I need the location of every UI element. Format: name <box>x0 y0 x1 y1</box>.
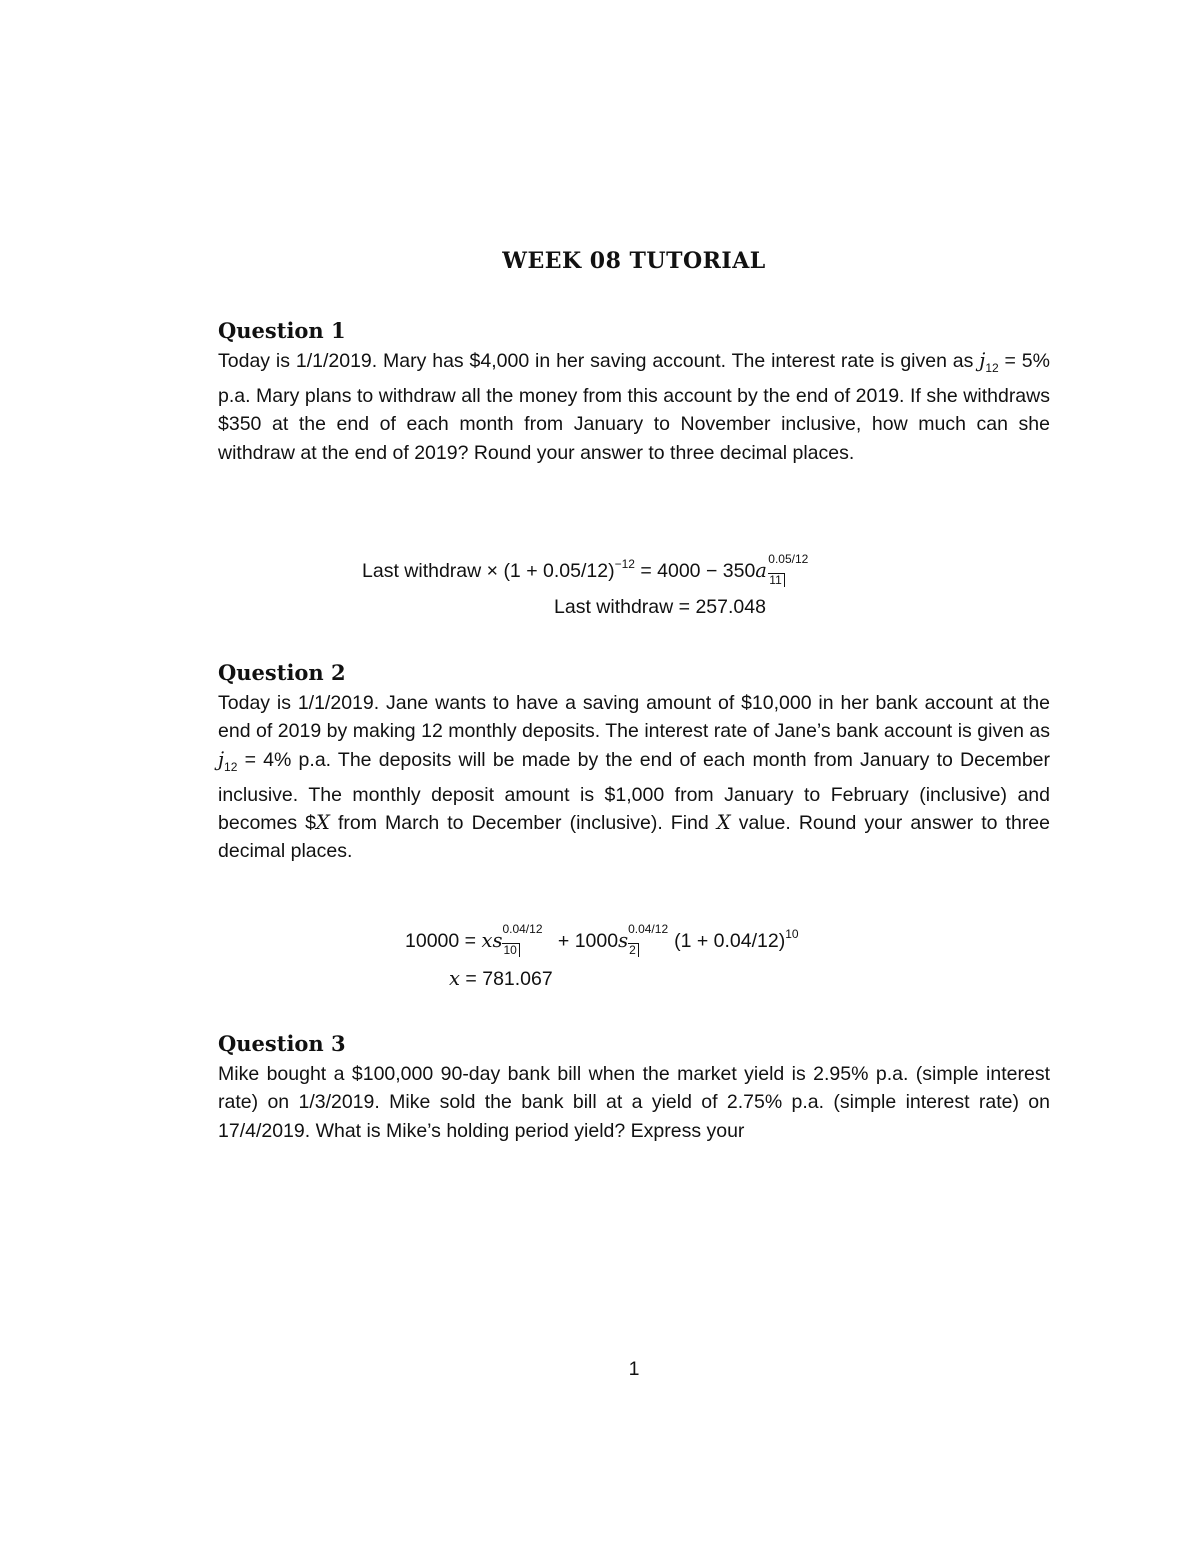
q2-s2-rate: 0.04/12 <box>628 922 669 936</box>
question-2-text-b: = 4% p.a. The deposits will be made by the end of each month from January to December inclusive. The monthly deposit amount is $1,000 from January to February (inclusive) and becomes $ <box>218 748 1050 835</box>
question-1-text-a: Today is 1/1/2019. Mary has $4,000 in her saving account. The interest rate is given as <box>218 350 980 372</box>
question-2-heading: Question 2 <box>218 660 346 685</box>
q2-eq1-mid: + 1000 <box>552 930 619 952</box>
q2-s2-letter: s <box>618 929 629 952</box>
q1-eq1-lhs: Last withdraw × (1 + 0.05/12) <box>362 560 615 582</box>
q2-accum-symbol-2 <box>618 922 674 957</box>
question-3-text: Mike bought a $100,000 90-day bank bill when the market yield is 2.95% p.a. (simple interest rate) on 1/3/2019. Mike sold the bank bill at a yield of 2.75% p.a. (simple interest rate) on 17/4/2019. What is Mike’s holding period yield? Express your <box>218 1063 1050 1142</box>
q2-s1-letter: s <box>492 929 503 952</box>
q1-eq2-rhs: = 257.048 <box>673 596 766 618</box>
q1-eq1-rhs: = 4000 − 350 <box>634 560 756 582</box>
question-2-text <box>218 689 1050 866</box>
q2-eq1-tail: (1 + 0.04/12) <box>674 930 786 952</box>
page-number: 1 <box>628 1358 640 1380</box>
q2-s1-term: 10 <box>502 943 519 957</box>
question-1-equation-2 <box>554 595 766 619</box>
question-2-equation-1 <box>405 922 799 957</box>
question-1-equation-1 <box>362 552 809 587</box>
question-2-equation-2 <box>449 967 553 991</box>
q2-eq1-lhs: 10000 = <box>405 930 482 952</box>
question-2-text-a: Today is 1/1/2019. Jane wants to have a saving amount of $10,000 in her bank account at the end of 2019 by making 12 monthly deposits. The interest rate of Jane’s bank account is given as <box>218 692 1050 743</box>
question-2-text-c: from March to December (inclusive). Find <box>329 812 717 835</box>
q1-eq1-lhs-exponent: −12 <box>614 557 635 571</box>
question-1-text <box>218 347 1050 467</box>
page-title: WEEK 08 TUTORIAL <box>502 248 766 274</box>
question-2-rate-symbol: j <box>218 747 225 771</box>
question-1-rate-symbol: j <box>979 349 986 372</box>
q1-annuity-letter: a <box>755 559 767 582</box>
q2-s1-rate: 0.04/12 <box>502 922 543 936</box>
q1-annuity-term: 11 <box>768 573 784 587</box>
question-2-rate-sub: 12 <box>224 759 238 774</box>
q2-eq1-var: x <box>481 929 493 952</box>
q2-eq2-var: x <box>449 967 460 990</box>
q1-eq2-lhs: Last withdraw <box>554 596 674 618</box>
question-1-text-b: = 5% p.a. Mary plans to withdraw all the money from this account by the end of 2019. If she withdraws $350 at the end of each month from January to November inclusive, how much can she withdraw at the end of 2019? Round your answer to three decimal places. <box>218 350 1050 464</box>
question-3-heading: Question 3 <box>218 1031 346 1056</box>
question-1-rate-sub: 12 <box>985 360 999 375</box>
question-1-heading: Question 1 <box>218 318 346 343</box>
question-2-var-x-2: X <box>716 811 731 835</box>
q2-s2-term: 2 <box>628 943 639 957</box>
q1-annuity-symbol <box>755 552 809 587</box>
q2-accum-symbol-1 <box>492 922 552 957</box>
q1-annuity-rate: 0.05/12 <box>768 552 809 566</box>
q2-eq1-tail-exponent: 10 <box>785 927 799 941</box>
q2-eq2-rhs: = 781.067 <box>460 968 553 990</box>
question-2-var-x: X <box>316 811 330 835</box>
question-2-text-d: value. Round your answer to three decimal places. <box>218 812 1050 863</box>
